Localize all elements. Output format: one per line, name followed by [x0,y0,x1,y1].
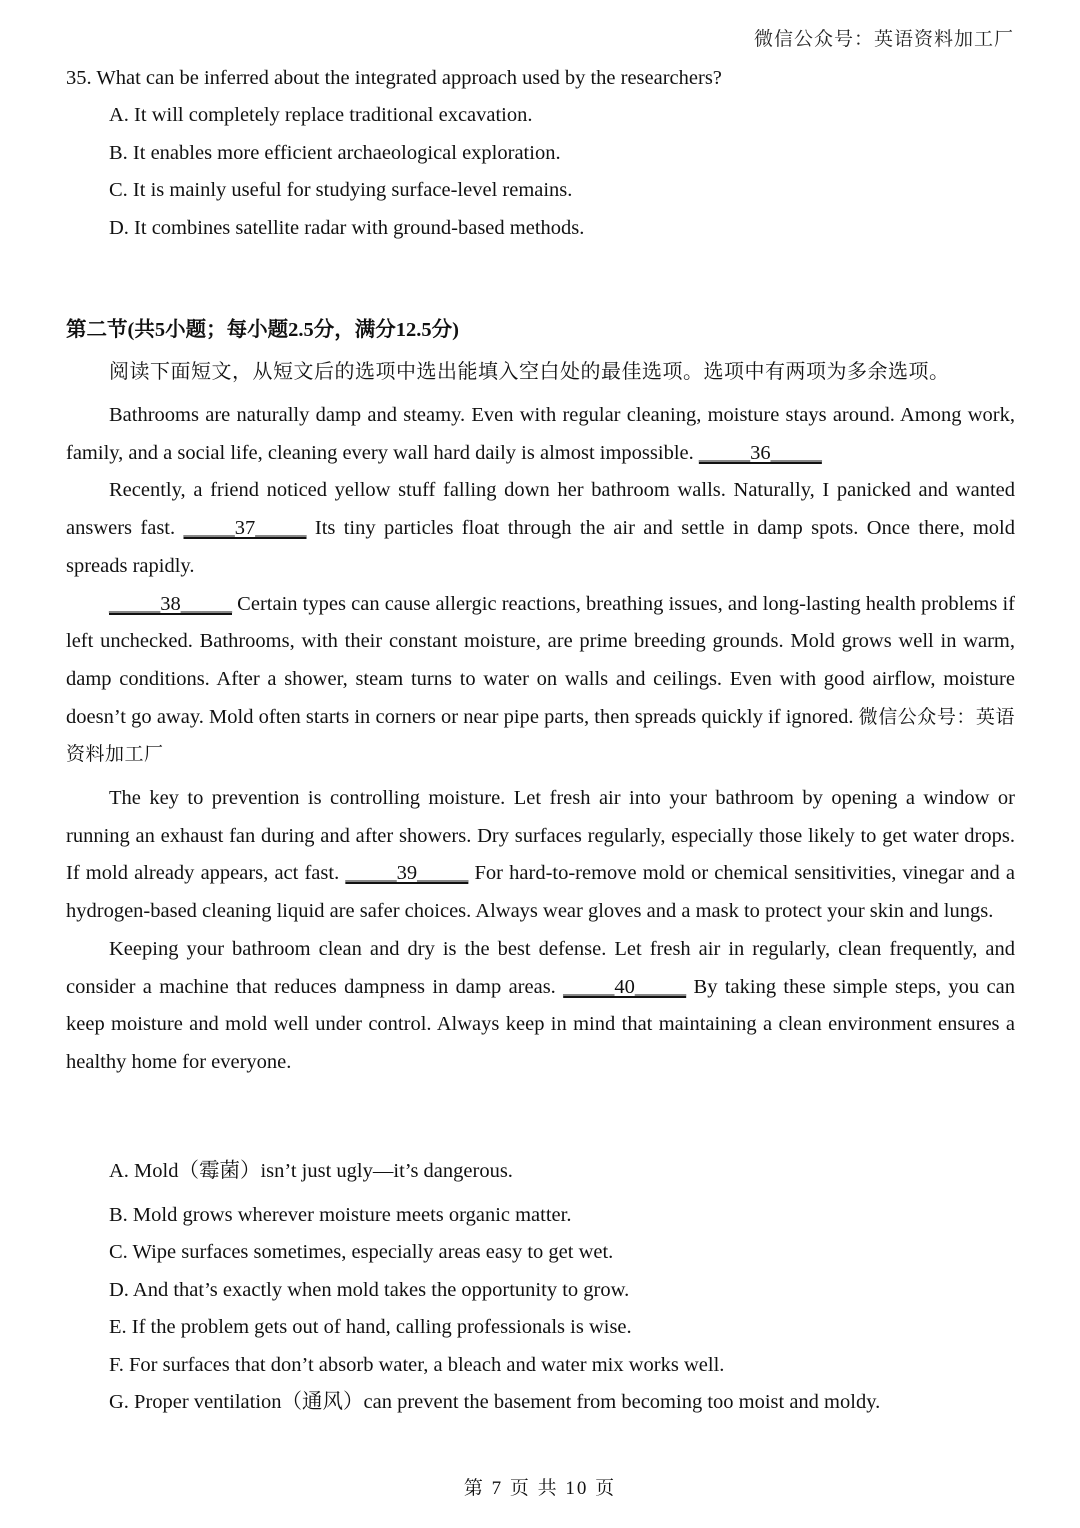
blank-40: _____40_____ [563,975,687,998]
choice-g: G. Proper ventilation（通风）can prevent the basement from becoming too moist and moldy. [109,1391,881,1413]
paragraph-text: The key to prevention is controlling moisture. Let fresh air into your bathroom by opening a window or running an exhaust fan during and after showers. Dry surfaces regularly, especially those likely to get water drops. If mold already appears, act fast. [66,787,1015,885]
choice-f: F. For surfaces that don’t absorb water, a bleach and water mix works well. [109,1353,725,1376]
blank-37: _____37_____ [183,517,307,540]
option-d: D. It combines satellite radar with ground-based methods. [109,216,585,239]
option-c: C. It is mainly useful for studying surface-level remains. [109,179,573,201]
paragraph-text: By taking these simple steps, you can keep moisture and mold well under control. Always keep in mind that maintaining a clean environment ensures a healthy home for everyone. [66,975,1015,1073]
question-stem: 35. What can be inferred about the integrated approach used by the researchers? [66,67,722,89]
choice-c: C. Wipe surfaces sometimes, especially areas easy to get wet. [109,1241,614,1263]
paragraph-text: Recently, a friend noticed yellow stuff falling down her bathroom walls. Naturally, I panicked and wanted answers fast. [66,479,1015,540]
paragraph-1 [66,397,1015,472]
paragraph-5 [66,931,1015,1082]
choices-list [109,1157,1019,1426]
header-watermark: 微信公众号：英语资料加工厂 [753,29,1014,50]
blank-38: _____38_____ [109,592,232,615]
paragraph-text: Certain types can cause allergic reactions, breathing issues, and long-lasting health problems if left unchecked. Bathrooms, with their constant moisture, are prime breeding grounds. Mold grows well in warm, damp conditions. After a shower, steam turns to water on walls and ceilings. Even with good airflow, moisture doesn’t go away. Mold often starts in corners or near pipe parts, then spreads quickly if ignored. [66,592,1015,728]
choice-b: B. Mold grows wherever moisture meets organic matter. [109,1203,572,1226]
paragraph-text: For hard-to-remove mold or chemical sensitivities, vinegar and a hydrogen-based cleaning liquid are safer choices. Always wear gloves and a mask to protect your skin and lungs. [66,862,1015,923]
passage [66,397,1015,1082]
page-number: 第 7 页 共 10 页 [463,1478,617,1499]
inline-watermark: 微信公众号：英语资料加工厂 [66,705,1015,766]
choice-e: E. If the problem gets out of hand, calling professionals is wise. [109,1316,632,1338]
paragraph-text: Its tiny particles float through the air and settle in damp spots. Once there, mold spreads rapidly. [66,517,1015,577]
option-a: A. It will completely replace traditional excavation. [109,104,533,126]
choice-d: D. And that’s exactly when mold takes the opportunity to grow. [109,1278,630,1301]
paragraph-3 [66,586,1015,775]
paragraph-4 [66,780,1015,931]
blank-39: _____39_____ [345,862,469,885]
blank-36: _____36_____ [698,441,822,464]
paragraph-text: Bathrooms are naturally damp and steamy. Even with regular cleaning, moisture stays around. Among work, family, and a social life, cleaning every wall hard daily is almost impossible. [66,404,1015,464]
section-title: 第二节(共5小题；每小题2.5分，满分12.5分) [66,319,459,341]
paragraph-2 [66,472,1015,585]
choice-a: A. Mold（霉菌）isn’t just ugly—it’s dangerous. [109,1160,513,1182]
section-instruction: 阅读下面短文，从短文后的选项中选出能填入空白处的最佳选项。选项中有两项为多余选项。 [109,359,950,383]
question-35 [66,64,1016,251]
option-b: B. It enables more efficient archaeological exploration. [109,141,561,164]
paragraph-text: Keeping your bathroom clean and dry is the best defense. Let fresh air in regularly, clean frequently, and consider a machine that reduces dampness in damp areas. [66,937,1015,998]
